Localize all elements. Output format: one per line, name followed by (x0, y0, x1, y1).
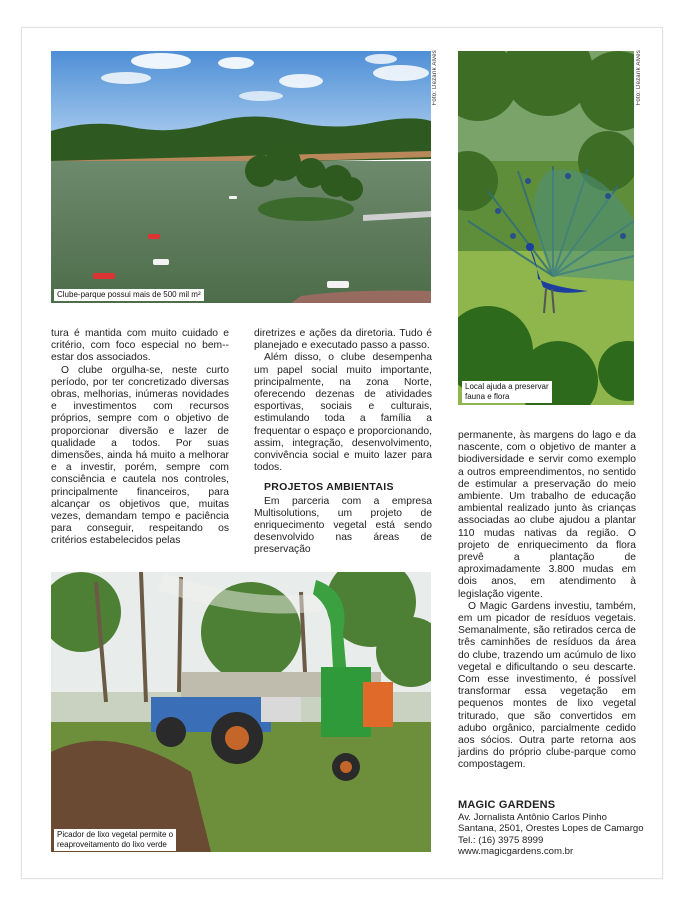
lake-illustration (51, 51, 431, 303)
peacock-caption-line2: fauna e flora (465, 392, 510, 401)
tractor-caption-line2: reaproveitamento do lixo verde (57, 840, 167, 849)
tractor-photo-caption (54, 829, 176, 851)
lake-photo-caption: Clube-parque possui mais de 500 mil m² (54, 289, 204, 301)
company-name: MAGIC GARDENS (458, 799, 556, 811)
peacock-photo-caption (462, 381, 552, 403)
tractor-caption-line1: Picador de lixo vegetal permite o (57, 830, 174, 839)
lake-photo-credit: Foto: Dezarik Alves (432, 50, 438, 106)
phone-number: Tel.: (16) 3975 8999 (458, 834, 544, 846)
column1-paragraph-1: tura é mantida com muito cuidado e critério, com foco especial no bem--estar dos associados. (51, 328, 229, 364)
column2-paragraph-3: Em parceria com a empresa Multisolutions, um projeto de enriquecimento vegetal está sendo desenvolvido nas áreas de preservação (254, 495, 432, 556)
column3-paragraph-2: O Magic Gardens investiu, também, em um picador de resíduos vegetais. Semanalmente, são retirados cerca de três caminhões de resíduos da área do clube, trazendo um acúmulo de lixo vegetal e dificultando o seu descarte. Com esse investimento, é possível transformar essa vegetação em pequenos montes de lixo vegetal triturado, que são convertidos em adubo orgânico, parcialmente cedido aos sócios. Outra parte retorna aos jardins do próprio clube-parque como compostagem. (458, 600, 636, 771)
column1-paragraph-2: O clube orgulha-se, neste curto período, por ter concretizado diversas obras, melhorias, inúmeras novidades e investimentos com recursos próprios, sempre com o objetivo de proporcionar diversão e lazer de qualidade a todos. Por suas dimensões, ainda há muito a melhorar e a investir, porém, sempre com consciência e cautela nos controles, principalmente financeiros, para alcançar os objetivos que, muitas vezes, demandam tempo e paciência para conseguir, respeitando os critérios estabelecidos pelas (51, 364, 229, 547)
column2-paragraph-1: diretrizes e ações da diretoria. Tudo é planejado e executado passo a passo. (254, 328, 432, 352)
tractor-photo (51, 572, 431, 852)
section-heading: PROJETOS AMBIENTAIS (264, 481, 394, 494)
text-column-3 (458, 430, 636, 772)
address-line-2: Santana, 2501, Orestes Lopes de Camargo (458, 823, 644, 835)
tractor-illustration (51, 572, 431, 852)
lake-photo (51, 51, 431, 303)
peacock-photo (458, 51, 634, 405)
peacock-photo-credit: Foto: Dezarik Alves (636, 50, 642, 106)
website-link[interactable]: www.magicgardens.com.br (458, 846, 574, 858)
text-column-2 (254, 328, 432, 557)
contact-block (458, 800, 644, 858)
text-column-1 (51, 328, 229, 548)
peacock-caption-line1: Local ajuda a preservar (465, 382, 549, 391)
address-line-1: Av. Jornalista Antônio Carlos Pinho (458, 811, 607, 823)
column2-paragraph-2: Além disso, o clube desempenha um papel social muito importante, principalmente, na zona Norte, oferecendo dezenas de atividades esportivas, sociais e culturais, estimulando toda a família a frequentar o espaço e proporcionando, assim, integração, desenvolvimento, convivência social e muito lazer para todos. (254, 352, 432, 474)
column3-paragraph-1: permanente, às margens do lago e da nascente, com o objetivo de manter a biodiversidade e servir como exemplo a outros empreendimentos, no sentido de estimular a preservação do meio ambiente. Um trabalho de educação ambiental realizado junto às crianças associadas ao clube ajudou a plantar 110 mudas nativas da região. O projeto de enriquecimento da flora prevê a plantação de aproximadamente 3.800 mudas em dois anos, em atendimento à legislação vigente. (458, 430, 636, 600)
peacock-illustration (458, 51, 634, 405)
